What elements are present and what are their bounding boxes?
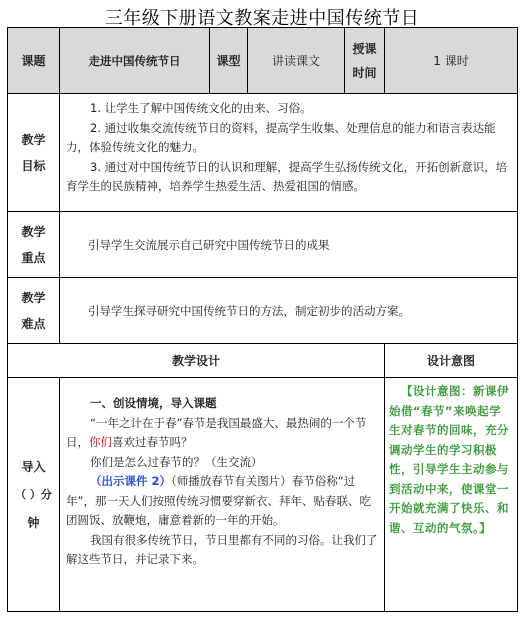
intro-paragraph-1-tail: 喜欢过春节吗？	[112, 435, 193, 449]
objectives-label-line-2: 目标	[21, 158, 46, 173]
intro-label	[8, 378, 60, 612]
intro-paragraph-2: 你们是怎么过春节的？（生交流）	[90, 454, 263, 469]
intro-label-line-3: 钟	[27, 515, 40, 530]
intro-paragraph-3-text: （师播放春节有关图片）春节俗称“过年”，那一天人们按照传统习惯要穿新衣、拜年、贴春联、吃团圆饭、放鞭炮，庸意着新的一年的开始。	[66, 474, 371, 527]
intro-paragraph-4: 我国有很多传统节日，节日里都有不同的习俗。让我们了解这些节日，并记录下来。	[66, 532, 378, 566]
course-value: 走进中国传统节日	[60, 28, 210, 94]
objectives-content	[60, 94, 518, 212]
intro-label-line-2: （ ）分	[15, 487, 52, 501]
design-header-row	[8, 344, 518, 378]
design-header-right: 设计意图	[385, 344, 518, 378]
objective-item: 1. 让学生了解中国传统文化的由来、习俗。	[90, 101, 312, 115]
objectives-label-line-1: 教学	[21, 132, 46, 147]
intro-label-line-1: 导入	[21, 459, 46, 474]
time-label	[345, 28, 385, 94]
type-value: 讲读课文	[248, 28, 345, 94]
lesson-plan-table	[7, 27, 518, 612]
difficult-points-text: 引导学生探寻研究中国传统节日的方法，制定初步的活动方案。	[60, 278, 518, 344]
objectives-row	[8, 94, 518, 212]
objectives-label	[8, 94, 60, 212]
objective-item: 3. 通过对中国传统节日的认识和理解，提高学生弘扬传统文化，开拓创新意识，培育学生的民族精神，培养学生热爱生活、热爱祖国的情感。	[66, 159, 508, 193]
difficult-points-label	[8, 278, 60, 344]
objective-item: 2. 通过收集交流传统节日的资料，提高学生收集、处理信息的能力和语言表达能力，体验传统文化的魅力。	[66, 120, 496, 154]
intro-paragraph-1-text: “一年之计在于春”春节是我国最盛大、最热闹的一个节日，	[66, 415, 367, 449]
difficult-points-row	[8, 278, 518, 344]
intro-content	[60, 378, 385, 612]
key-points-label-line-2: 重点	[21, 250, 46, 265]
difficult-points-label-line-2: 难点	[21, 316, 46, 331]
intro-paragraph-1	[66, 414, 378, 453]
key-points-label-line-1: 教学	[21, 224, 46, 239]
time-value: 1 课时	[385, 28, 518, 94]
key-points-label	[8, 212, 60, 278]
time-label-line-1: 授课	[352, 41, 377, 56]
key-points-row	[8, 212, 518, 278]
document-title: 三年级下册语文教案走进中国传统节日	[104, 8, 420, 29]
key-points-text: 引导学生交流展示自己研究中国传统节日的成果	[60, 212, 518, 278]
header-row	[8, 28, 518, 94]
design-intent-text: 【设计意图：新课伊始借“春节”来唤起学生对春节的回味，充分调动学生的学习积极性，引导学生主动参与到活动中来，使课堂一开始就充满了快乐、和谐、互动的气氛。】	[389, 384, 509, 535]
course-label: 课题	[8, 28, 60, 94]
intro-row	[8, 378, 518, 612]
intro-intent	[385, 378, 518, 612]
courseware-marker: （出示课件 2）	[90, 474, 172, 488]
intro-paragraph-1-highlight: 你们	[89, 435, 112, 449]
time-label-line-2: 时间	[352, 65, 377, 80]
type-label: 课型	[210, 28, 248, 94]
intro-heading: 一、创设情境，导入课题	[90, 396, 217, 410]
difficult-points-label-line-1: 教学	[21, 290, 46, 305]
design-header-left: 教学设计	[8, 344, 385, 378]
intro-paragraph-3	[66, 472, 378, 531]
